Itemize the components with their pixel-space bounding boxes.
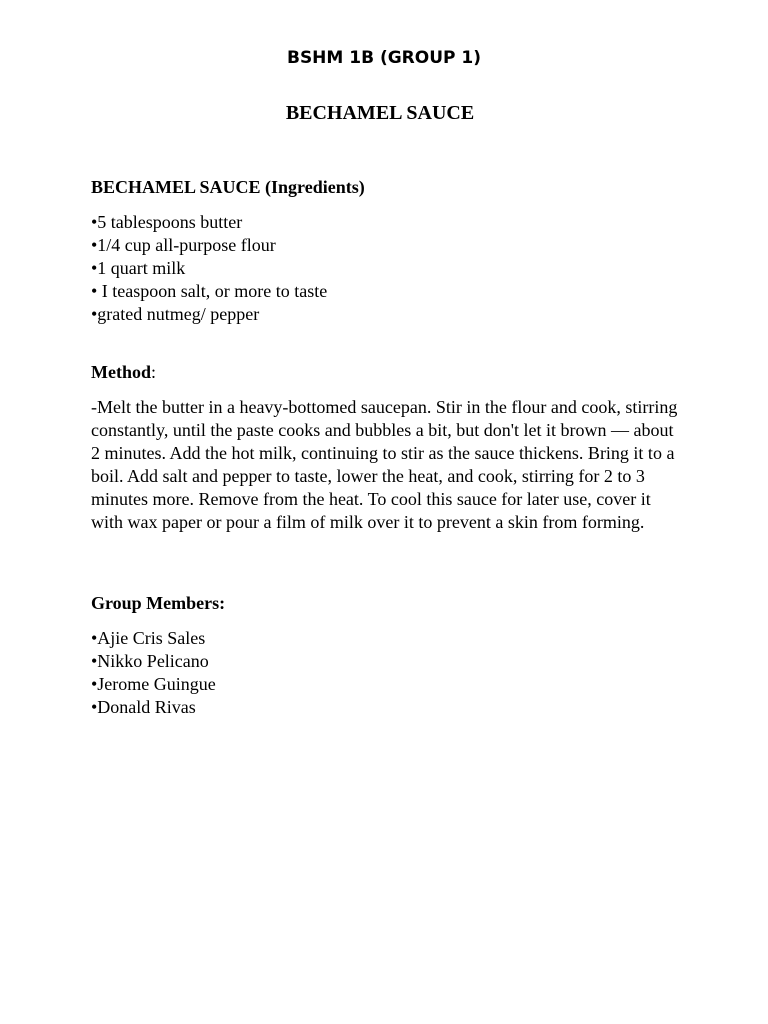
group-member-item: •Donald Rivas	[91, 697, 196, 717]
method-heading-colon: :	[151, 362, 157, 382]
document-title: BECHAMEL SAUCE	[285, 102, 475, 124]
ingredients-list	[91, 211, 327, 326]
method-text: -Melt the butter in a heavy-bottomed saucepan. Stir in the flour and cook, stirring constantly, until the paste cooks and bubbles a bit, but don't let it brown — about 2 minutes. Add the hot milk, continuing to stir as the sauce thickens. Bring it to a boil. Add salt and pepper to taste, lower the heat, and cook, stirring for 2 to 3 minutes more. Remove from the heat. To cool this sauce for later use, cover it with wax paper or pour a film of milk over it to prevent a skin from forming.	[91, 397, 678, 532]
group-member-item: •Ajie Cris Sales	[91, 628, 206, 648]
method-heading	[91, 362, 156, 383]
group-member-item: •Jerome Guingue	[91, 674, 216, 694]
class-title: BSHM 1B (GROUP 1)	[286, 48, 481, 68]
group-member-item: •Nikko Pelicano	[91, 651, 209, 671]
ingredient-item: •grated nutmeg/ pepper	[91, 304, 260, 324]
group-members-heading: Group Members:	[91, 593, 226, 613]
ingredient-item: •1/4 cup all-purpose flour	[91, 235, 276, 255]
ingredient-item: •5 tablespoons butter	[91, 212, 243, 232]
group-members-list	[91, 627, 216, 719]
ingredient-item: • I teaspoon salt, or more to taste	[91, 281, 328, 301]
ingredient-item: •1 quart milk	[91, 258, 186, 278]
method-heading-label: Method	[91, 362, 151, 382]
ingredients-heading: BECHAMEL SAUCE (Ingredients)	[91, 177, 365, 197]
